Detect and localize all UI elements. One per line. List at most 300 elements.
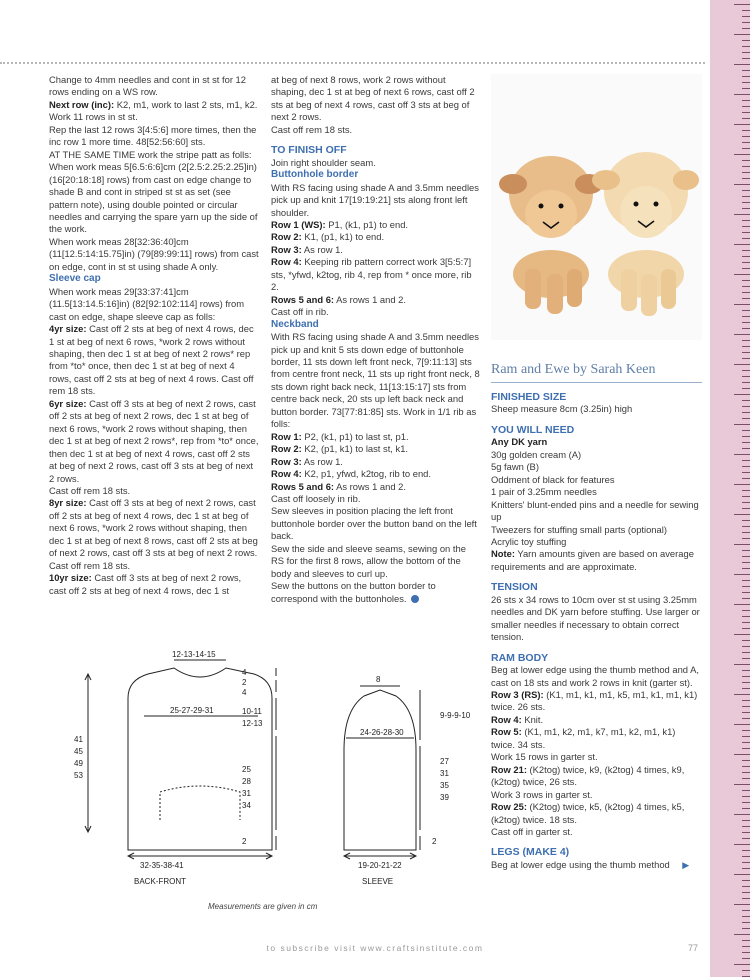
ruler-tick [742,142,750,143]
ruler-tick [734,124,750,125]
ruler-tick [742,286,750,287]
instruction-paragraph: Acrylic toy stuffing [491,535,567,547]
ruler-tick [742,898,750,899]
ruler-tick [742,886,750,887]
ruler-tick [742,82,750,83]
instruction-paragraph: Work 11 rows in st st. [49,111,138,123]
ruler-tick [742,688,750,689]
row-text: K2, (p1, k1) to last st, k1. [301,443,409,455]
page-number: 77 [688,943,699,953]
instruction-row [491,548,701,573]
ruler-tick [742,196,750,197]
row-label: Row 25: [491,801,527,813]
continue-arrow-icon: ▶ [679,859,690,870]
back-length-3: 49 [74,759,83,768]
back-length-1: 41 [74,735,83,744]
ruler-tick [742,16,750,17]
row-label: Row 3: [271,243,302,255]
section-heading: TENSION [491,581,538,594]
ruler-tick [742,598,750,599]
ruler-tick [742,10,750,11]
ruler-tick [742,262,750,263]
ruler-tick [742,682,750,683]
ruler-tick [742,166,750,167]
ruler-tick [742,190,750,191]
sleeve-right-low-2: 31 [440,769,449,778]
ruler-tick [742,562,750,563]
ruler-tick [742,430,750,431]
ruler-tick [742,916,750,917]
back-right-mid-2: 12-13 [242,719,263,728]
instruction-paragraph: 26 sts x 34 rows to 10cm over st st using 3.25mm needles and DK yarn before stuffing. Use larger or smaller needles if necessary to obtain correct tension. [491,593,700,643]
spacer [491,838,701,846]
ruler-tick [742,856,750,857]
instruction-paragraph: Sew sleeves in position placing the left front buttonhole border over the button band on the left back. [271,505,477,542]
ruler-tick [742,670,750,671]
instruction-row [49,572,259,597]
ruler-tick [734,574,750,575]
instruction-row [271,468,480,480]
row-label: 8yr size: [49,497,87,509]
ruler-tick [742,172,750,173]
instruction-paragraph: Knitters' blunt-ended pins and a needle for sewing up [491,498,699,523]
instruction-row [491,726,701,751]
ewe-toy-image [592,152,699,316]
ruler-tick [742,880,750,881]
ruler-tick [742,742,750,743]
ruler-tick [734,664,750,665]
ruler-tick [742,592,750,593]
ruler-tick [734,424,750,425]
instruction-row [271,231,480,243]
instruction-paragraph: Beg at lower edge using the thumb method and A, cast on 18 sts and work 2 rows in knit (garter st). [491,664,699,688]
ruler-tick [742,268,750,269]
row-text: As rows 1 and 2. [334,480,406,492]
back-top-label: 12-13-14-15 [172,650,216,659]
ruler-tick [734,814,750,815]
pattern-column-1 [49,74,259,597]
sleeve-right-low-3: 35 [440,781,449,790]
instruction-paragraph: When work meas 29[33:37:41]cm (11.5[13:14.5:16]in) (82[92:102:114] rows) from cast on edge, shape sleeve cap as folls: [49,285,245,322]
ruler-tick [742,718,750,719]
section-heading: RAM BODY [491,651,549,664]
row-text: Knit. [521,713,544,725]
top-dotted-rule [0,62,705,64]
ruler-tick [742,772,750,773]
ruler-tick [734,514,750,515]
row-label: Row 1 (WS): [271,218,326,230]
ruler-tick [742,400,750,401]
ruler-tick [742,676,750,677]
ruler-tick [742,760,750,761]
ruler-tick [742,928,750,929]
row-text: Cast off 3 sts at beg of next 2 rows, cast off 2 sts at beg of next 4 rows, dec 1 st at beg of next 6 rows, *work 2 rows without shaping, then dec 1 st at beg of next 8 rows, cast off 2 sts at beg of next 2 rows, cast off 3 sts at beg of next 2 rows. [49,497,258,559]
section-subheading: Sleeve cap [49,273,101,285]
ruler-tick [742,580,750,581]
instruction-row [49,323,259,398]
row-label: Note: [491,548,515,560]
ruler-tick [742,232,750,233]
ruler-tick [742,478,750,479]
ruler-tick [742,178,750,179]
back-right-low-3: 31 [242,789,251,798]
back-right-top-3: 4 [242,688,247,697]
ruler-tick [734,754,750,755]
ruler-tick [742,790,750,791]
ruler-tick [742,40,750,41]
row-text: K2, p1, yfwd, k2tog, rib to end. [301,468,431,480]
ruler-tick [742,586,750,587]
ruler-tick [734,304,750,305]
instruction-paragraph [271,580,480,605]
back-chest-label: 25-27-29-31 [170,706,214,715]
instruction-paragraph: Cast off rem 18 sts. [49,559,131,571]
ruler-tick [742,646,750,647]
ruler-tick [742,418,750,419]
row-label: Row 4: [491,713,522,725]
instruction-row [49,497,259,559]
ruler-tick [742,256,750,257]
ruler-tick [742,538,750,539]
ruler-tick [742,250,750,251]
project-subtitle: Ram and Ewe by Sarah Keen [491,362,702,383]
ruler-tick [742,958,750,959]
ruler-tick [742,376,750,377]
sleeve-right-low-4: 39 [440,793,449,802]
ruler-tick [742,406,750,407]
ruler-tick [742,328,750,329]
ruler-tick [742,970,750,971]
back-right-low-1: 25 [242,765,251,774]
ruler-tick [742,520,750,521]
ruler-tick [742,316,750,317]
row-label: Row 5: [491,726,522,738]
ruler-tick [742,808,750,809]
ruler-tick [742,838,750,839]
instruction-paragraph: Cast off in rib. [271,306,329,318]
row-label: Row 21: [491,763,527,775]
ruler-tick [742,76,750,77]
ruler-tick [742,796,750,797]
ruler-tick [734,964,750,965]
ruler-tick [734,484,750,485]
ruler-tick [734,874,750,875]
instruction-row [271,244,480,256]
bold-line: Any DK yarn [491,436,548,448]
ruler-tick [742,238,750,239]
row-label: Next row (inc): [49,98,115,110]
back-length-4: 53 [74,771,83,780]
row-label: Rows 5 and 6: [271,480,335,492]
ruler-tick [734,784,750,785]
section-heading: TO FINISH OFF [271,144,347,157]
row-text: Cast off 3 sts at beg of next 2 rows, cast off 2 sts at beg of next 4 rows, dec 1 st [49,572,242,596]
row-label: Row 2: [271,443,302,455]
instruction-row [491,714,701,726]
ruler-tick [734,394,750,395]
spacer [491,573,701,581]
ruler-tick [742,712,750,713]
instruction-paragraph: Sew the side and sleeve seams, sewing on the RS for the first 8 rows, allow the bottom of the body and sleeves to curl up. [271,542,466,579]
ruler-tick [742,628,750,629]
ruler-tick [742,802,750,803]
ruler-tick [742,850,750,851]
instruction-paragraph: 1 pair of 3.25mm needles [491,486,597,498]
ruler-tick [742,22,750,23]
ruler-tick [742,820,750,821]
row-label: Row 3 (RS): [491,688,544,700]
instruction-paragraph: Work 3 rows in garter st. [491,788,593,800]
instruction-paragraph: 5g fawn (B) [491,461,539,473]
section-subheading: Neckband [271,318,319,330]
instruction-row [271,481,480,493]
ruler-tick [742,118,750,119]
ruler-tick [742,556,750,557]
ruler-tick [742,460,750,461]
ruler-tick [734,64,750,65]
ruler-tick [742,766,750,767]
instruction-paragraph: Sheep measure 8cm (3.25in) high [491,403,633,415]
row-label: Row 4: [271,468,302,480]
instruction-row [491,689,701,714]
ruler-tick [734,454,750,455]
row-text: As row 1. [301,243,343,255]
ruler-tick [734,544,750,545]
paragraph-text: Beg at lower edge using the thumb method [491,858,670,870]
pattern-column-3 [491,391,701,871]
back-right-low-4: 34 [242,801,251,810]
row-text: As rows 1 and 2. [334,293,406,305]
instruction-paragraph: Tweezers for stuffing small parts (optional) [491,523,667,535]
ruler-tick [734,34,750,35]
ram-toy-image [499,156,603,314]
instruction-row [271,294,480,306]
ruler-tick [742,28,750,29]
ruler-tick [742,358,750,359]
ruler-tick [742,58,750,59]
row-text: P2, (k1, p1) to last st, p1. [301,430,409,442]
sleeve-right-low-1: 27 [440,757,449,766]
instruction-row [271,256,480,293]
ruler-tick [742,610,750,611]
ruler-tick [742,280,750,281]
row-text: Keeping rib pattern correct work 3[5:5:7] sts, *yfwd, k2tog, rib 4, rep from * once more, rib 2. [271,256,472,293]
spacer [271,136,480,144]
ruler-tick [742,862,750,863]
instruction-row [49,398,259,485]
sleeve-right-top-label: 9-9-9-10 [440,711,471,720]
ruler-tick [734,214,750,215]
section-heading: YOU WILL NEED [491,423,575,436]
instruction-paragraph: Cast off rem 18 sts. [49,484,131,496]
instruction-paragraph [491,859,701,871]
row-text: K1, (p1, k1) to end. [301,231,385,243]
ruler-tick [742,730,750,731]
row-text: Cast off 2 sts at beg of next 4 rows, dec 1 st at beg of next 6 rows, *work 2 rows without shaping, then dec 1 st at beg of next 2 rows* rep from *to* once, then dec 1 st at beg of next 4 rows, cast off 2 sts at beg of next 4 rows. Cast off rem 18 sts. [49,323,254,397]
section-heading: FINISHED SIZE [491,391,567,403]
ruler-tick [742,106,750,107]
ruler-tick [734,154,750,155]
ruler-tick [742,340,750,341]
ruler-tick [742,658,750,659]
ruler-tick [742,832,750,833]
ruler-tick [742,526,750,527]
ruler-tick [742,46,750,47]
sleeve-width-label: 19-20-21-22 [358,861,402,870]
sleeve-cap-label: 24-26-28-30 [360,728,404,737]
row-text: K2, m1, work to last 2 sts, m1, k2. [114,98,258,110]
row-text: (K2tog) twice, k9, (k2tog) 4 times, k9, (k2tog) twice, 26 sts. [491,763,685,788]
sleeve-schematic [344,686,420,859]
ruler-tick [742,370,750,371]
row-text: As row 1. [301,455,343,467]
ruler-tick [742,640,750,641]
measurements-note: Measurements are given in cm [208,902,318,911]
ruler-tick [734,244,750,245]
row-text: (K2tog) twice, k5, (k2tog) 4 times, k5, (k2tog) twice. 18 sts. [491,801,685,825]
ruler-tick [742,112,750,113]
ruler-tick [742,502,750,503]
row-label: 4yr size: [49,323,87,335]
ruler-tick [742,892,750,893]
ruler-tick [742,922,750,923]
instruction-paragraph: Work 15 rows in garter st. [491,751,598,763]
instruction-paragraph: AT THE SAME TIME work the stripe patt as folls: [49,148,252,160]
paragraph-text: Sew the buttons on the button border to correspond with the buttonholes. [271,580,436,604]
ruler-tick [742,532,750,533]
ruler-tick [734,364,750,365]
instruction-row [271,443,480,455]
row-text: (K1, m1, k2, m1, k7, m1, k2, m1, k1) twice. 34 sts. [491,726,676,750]
ruler-tick [742,52,750,53]
row-label: Rows 5 and 6: [271,293,335,305]
footer-subscribe-text: to subscribe visit www.craftsinstitute.com [266,943,484,953]
ruler-tick [742,436,750,437]
ruler-tick [742,202,750,203]
instruction-paragraph: With RS facing using shade A and 3.5mm needles pick up and knit 17[19:19:21] sts along front left shoulder. [271,181,479,218]
ruler-tick [742,448,750,449]
ruler-tick [742,226,750,227]
instruction-paragraph: Cast off in garter st. [491,825,573,837]
ruler-tick [742,466,750,467]
instruction-row [49,99,259,111]
row-label: 10yr size: [49,572,92,584]
ruler-tick [734,94,750,95]
instruction-paragraph: Cast off loosely in rib. [271,492,361,504]
ruler-tick [742,346,750,347]
ruler-tick [742,292,750,293]
instruction-paragraph: When work meas 28[32:36:40]cm (11[12.5:14:15.75]in) (79[89:99:11] rows) from cast on edge, cont in st st using shade A only. [49,235,259,272]
end-bullet-icon [411,595,419,603]
instruction-row [271,219,480,231]
ruler-tick [742,442,750,443]
row-text: (K1, m1, k1, m1, k5, m1, k1, m1, k1) twice. 26 sts. [491,688,698,713]
ruler-tick [742,412,750,413]
ruler-tick [734,904,750,905]
spacer [491,644,701,652]
ruler-tick [742,868,750,869]
ruler-tick [742,100,750,101]
back-right-top-2: 2 [242,678,247,687]
instruction-row [491,801,701,826]
ruler-tick [742,616,750,617]
row-label: 6yr size: [49,397,87,409]
ruler-tick [734,934,750,935]
ruler-tick [742,220,750,221]
instruction-paragraph: at beg of next 8 rows, work 2 rows without shaping, dec 1 st at beg of next 6 rows, cast off 2 sts at beg of next 4 rows, cast off 3 sts at beg of next 2 rows. [271,74,475,123]
pattern-column-2 [271,74,480,605]
back-front-title: BACK-FRONT [134,877,186,886]
ruler-tick [742,748,750,749]
ruler-tick [742,736,750,737]
ruler-tick [742,778,750,779]
instruction-paragraph: Change to 4mm needles and cont in st st for 12 rows ending on a WS row. [49,74,246,98]
instruction-paragraph: With RS facing using shade A and 3.5mm needles pick up and knit 5 sts down edge of buttonhole border, 11 sts down left front neck, 7[9:11:13] sts from centre front neck, 11 sts up right front neck, 8 sts down right back neck, 11[13:15:17] sts from centre back neck, 20 sts up left back neck and button border. 73[77:81:85] sts. Work in 1/1 rib as folls: [271,331,480,430]
sleeve-top-label: 8 [376,675,381,684]
sleeve-hem-label: 2 [432,837,437,846]
ruler-tick [742,568,750,569]
back-length-2: 45 [74,747,83,756]
sleeve-title: SLEEVE [362,877,394,886]
ruler-tick [734,844,750,845]
instruction-row [491,764,701,789]
row-label: Row 4: [271,256,302,268]
section-heading: LEGS (MAKE 4) [491,846,570,859]
ruler-tick [742,160,750,161]
back-right-low-2: 28 [242,777,251,786]
instruction-paragraph: When work meas 5[6.5:6:6]cm (2[2.5:2.25:2.25]in) (16[20:18:18] rows) from cast on edge change to shade B and cont in striped st st as set (see pattern note), using double pointed or circular needles and carrying the spare yarn up the side of the work. [49,161,258,235]
ruler-tick [742,148,750,149]
row-text: P1, (k1, p1) to end. [325,218,409,230]
sheep-photo [491,74,702,340]
ruler-tick [742,208,750,209]
back-width-label: 32-35-38-41 [140,861,184,870]
ruler-tick [734,724,750,725]
back-front-schematic [85,660,276,859]
ruler-tick [742,940,750,941]
ruler-tick [742,496,750,497]
ruler-tick [742,490,750,491]
back-hem-label: 2 [242,837,247,846]
instruction-paragraph: Oddment of black for features [491,473,615,485]
ruler-tick [742,472,750,473]
schematic-diagram [60,640,480,900]
ruler-tick [742,700,750,701]
back-right-top-1: 4 [242,668,247,677]
ruler-tick [734,634,750,635]
ruler-tick [734,274,750,275]
ruler-tick [742,508,750,509]
ruler-tick [742,310,750,311]
instruction-paragraph: 30g golden cream (A) [491,448,582,460]
ruler-tick [742,322,750,323]
ruler-tick [742,130,750,131]
spacer [491,416,701,424]
instruction-paragraph: Rep the last 12 rows 3[4:5:6] more times, then the inc row 1 more time. 48[52:56:60] sts. [49,123,257,148]
ruler-tick [742,136,750,137]
section-subheading: Buttonhole border [271,169,359,181]
ruler-tick [734,334,750,335]
ruler-tick [742,826,750,827]
row-label: Row 3: [271,455,302,467]
row-label: Row 2: [271,231,302,243]
ruler-tick [742,706,750,707]
back-right-mid-1: 10-11 [242,707,262,716]
row-text: Yarn amounts given are based on average requirements and are approximate. [491,548,694,572]
ruler-tick [742,382,750,383]
ruler-tick [734,184,750,185]
instruction-paragraph: Join right shoulder seam. [271,156,376,168]
